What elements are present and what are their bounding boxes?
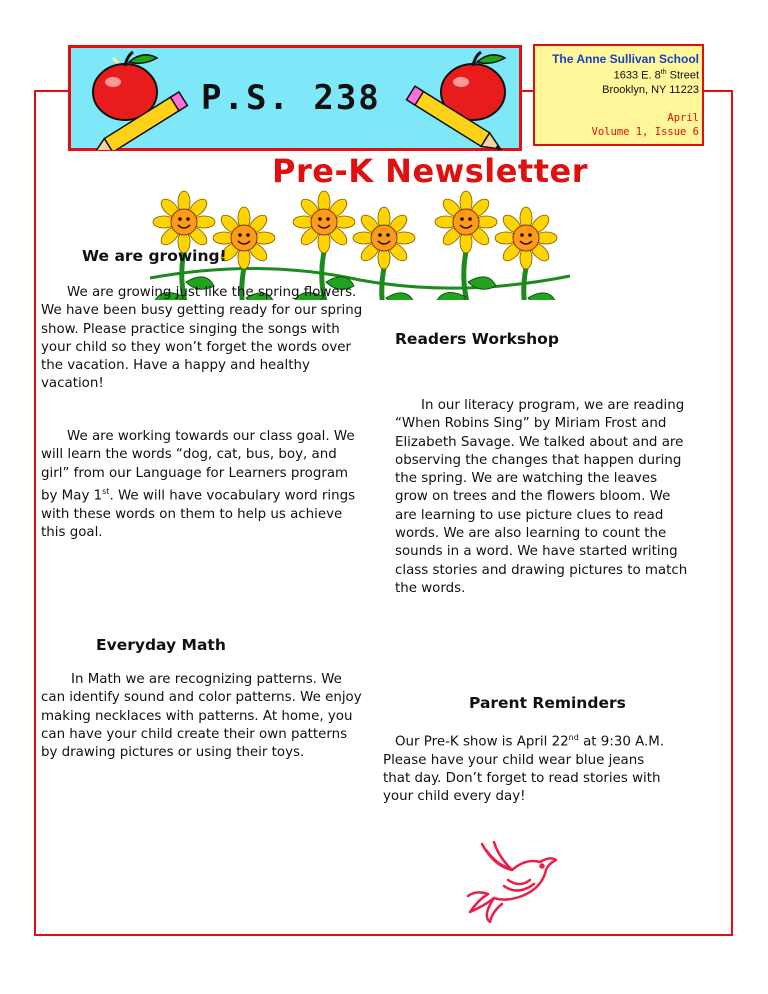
section-heading-growing: We are growing! — [82, 247, 227, 265]
address-sup: th — [660, 69, 667, 76]
school-info-box — [533, 44, 704, 146]
math-paragraph — [41, 671, 363, 762]
header-banner — [68, 45, 522, 151]
school-address-line2: Brooklyn, NY 11223 — [602, 83, 699, 96]
readers-text: In our literacy program, we are reading “When Robins Sing” by Miriam Frost and Elizabeth Savage. We talked about and are observing the changes that happen during the spring. We are watching the leaves grow on trees and the flowers bloom. We are learning to use picture clues to read words. We are also learning to count the sounds in a word. We have started writing class stories and drawing pictures to match the words. — [395, 398, 688, 596]
growing-paragraph-2 — [41, 428, 363, 542]
dove-icon — [464, 836, 564, 926]
apple-pencil-right-icon — [399, 50, 514, 150]
growing-paragraph-1 — [41, 284, 363, 394]
reminders-paragraph — [383, 729, 673, 807]
apple-pencil-left-icon — [83, 50, 193, 150]
address-part-2: Street — [666, 69, 699, 82]
address-part: 1633 E. 8 — [613, 69, 661, 82]
reminders-text-2: at 9:30 A.M. Please have your child wear blue jeans that day. Don’t forget to read stories with your child every day! — [383, 734, 665, 805]
growing-text-2: We are working towards our class goal. We will learn the words “dog, cat, bus, boy, and girl” from our Language for Learners program by May 1 — [41, 429, 355, 504]
reminders-text-1: Our Pre-K show is April 22 — [395, 734, 569, 750]
issue-volume: Volume 1, Issue 6 — [591, 125, 699, 138]
growing-text-3: . We will have vocabulary word rings with these words on them to help us achieve this goal. — [41, 488, 356, 540]
school-address-line1 — [535, 66, 699, 83]
newsletter-title: Pre-K Newsletter — [272, 152, 588, 190]
banner-title: P.S. 238 — [201, 78, 381, 118]
growing-sup: st — [102, 486, 110, 496]
math-text: In Math we are recognizing patterns. We can identify sound and color patterns. We enjoy making necklaces with patterns. At home, you can have your child create their own patterns by drawing pictures or using their toys. — [41, 672, 362, 761]
section-heading-readers: Readers Workshop — [395, 330, 559, 348]
section-heading-math: Everyday Math — [96, 636, 226, 654]
growing-text-1: We are growing just like the spring flowers. We have been busy getting ready for our spring show. Please practice singing the songs with your child so they won’t forget the words over the vacation. Have a happy and healthy vacation! — [41, 285, 363, 392]
school-name: The Anne Sullivan School — [552, 52, 699, 66]
sunflower-icon — [435, 191, 497, 300]
readers-paragraph — [395, 397, 691, 598]
section-heading-reminders: Parent Reminders — [469, 694, 626, 712]
reminders-sup: nd — [568, 733, 579, 742]
issue-month: April — [667, 111, 699, 124]
